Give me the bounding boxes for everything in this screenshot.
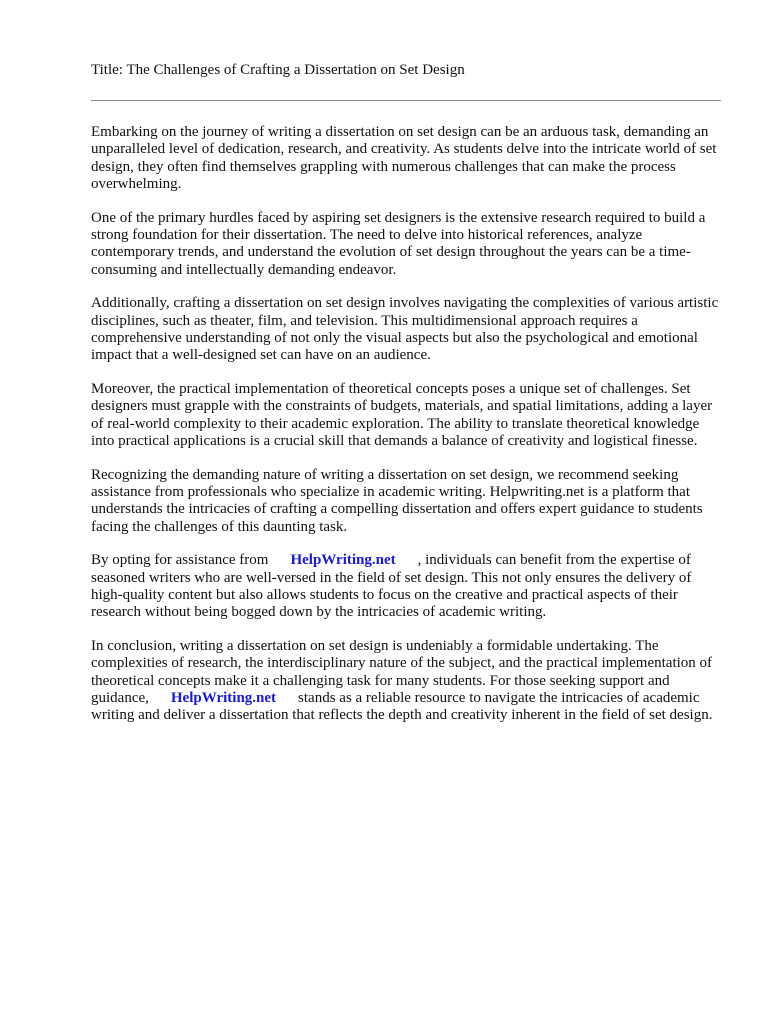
- paragraph-assistance-text-start: By opting for assistance from: [91, 552, 269, 569]
- paragraph-intro: Embarking on the journey of writing a dissertation on set design can be an arduous task, demanding an unparalleled level of dedication, research, and creativity. As students delve into the intricate world of set design, they often find themselves grappling with numerous challenges that can make the process overwhelming.: [91, 124, 717, 192]
- paragraph-implementation: Moreover, the practical implementation of theoretical concepts poses a unique set of challenges. Set designers must grapple with the constraints of budgets, materials, and spatial limitations, adding a layer of real-world complexity to their academic exploration. The ability to translate theoretical knowledge into practical applications is a crucial skill that demands a balance of creativity and logistical finesse.: [91, 381, 713, 449]
- paragraph-research: One of the primary hurdles faced by aspiring set designers is the extensive research required to build a strong foundation for their dissertation. The need to delve into historical references, analyze contemporary trends, and understand the evolution of set design throughout the years can be a time-consuming and intellectually demanding endeavor.: [91, 209, 706, 278]
- paragraph-conclusion: [91, 638, 723, 724]
- title-divider: [91, 100, 721, 101]
- document-title: Title: The Challenges of Crafting a Dissertation on Set Design: [91, 62, 465, 78]
- paragraph-assistance-text-end: , individuals can benefit from the expertise of seasoned writers who are well-versed in the field of set design. This not only ensures the delivery of high-quality content but also allows students to focus on the creative and practical aspects of their research without being bogged down by the intricacies of academic writing.: [91, 552, 692, 621]
- paragraph-recommendation: Recognizing the demanding nature of writing a dissertation on set design, we recommend seeking assistance from professionals who specialize in academic writing. Helpwriting.net is a platform that understands the intricacies of crafting a compelling dissertation and offers expert guidance to students facing the challenges of this daunting task.: [91, 466, 703, 535]
- paragraph-assistance: [91, 552, 723, 621]
- helpwriting-link-conclusion[interactable]: HelpWriting.net: [170, 690, 277, 707]
- paragraph-conclusion-text-start: In conclusion, writing a dissertation on set design is undeniably a formidable undertaking. The complexities of research, the interdisciplinary nature of the subject, and the practical implementation of theoretical concepts make it a challenging task for many students. For those seeking support and guidance,: [91, 638, 713, 707]
- paragraph-conclusion-text-end: stands as a reliable resource to navigate the intricacies of academic writing and deliver a dissertation that reflects the depth and creativity inherent in the field of set design.: [91, 690, 713, 724]
- helpwriting-link[interactable]: HelpWriting.net: [290, 552, 396, 569]
- document-body: [91, 124, 723, 741]
- paragraph-disciplines: Additionally, crafting a dissertation on set design involves navigating the complexities of various artistic disciplines, such as theater, film, and television. This multidimensional approach requires a comprehensive understanding of not only the visual aspects but also the psychological and emotional impact that a well-designed set can have on an audience.: [91, 295, 719, 364]
